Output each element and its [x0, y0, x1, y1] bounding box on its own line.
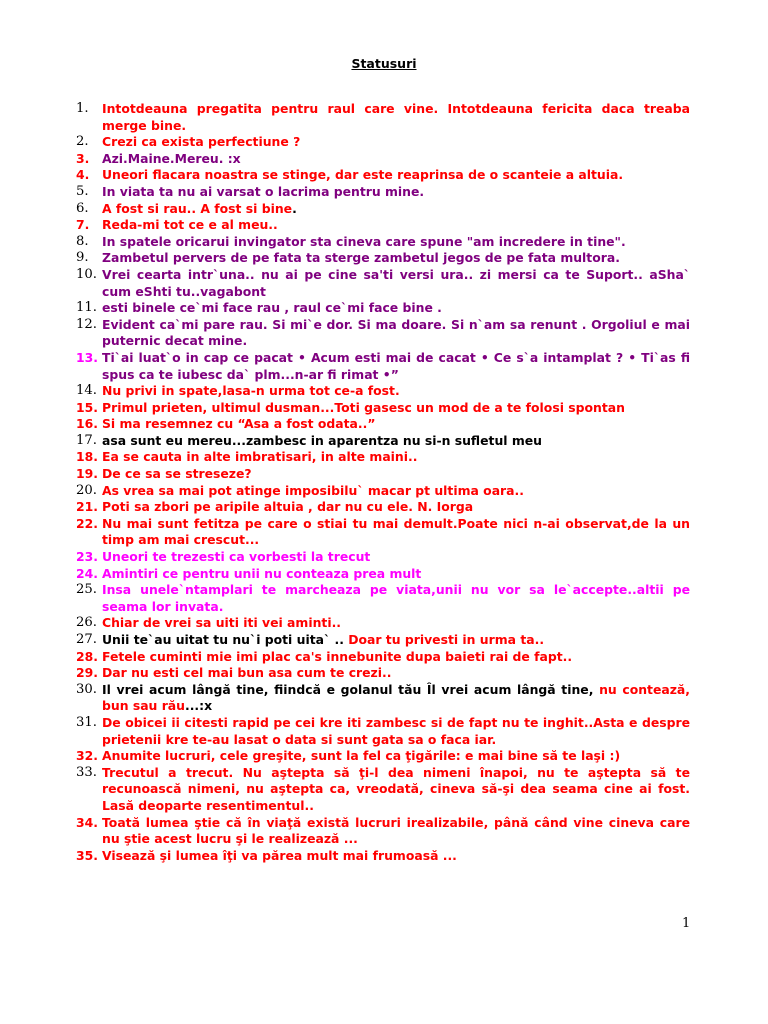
list-item: [76, 765, 690, 815]
item-text: asa sunt eu mereu...zambesc in aparentza nu si-n sufletul meu: [102, 432, 542, 448]
item-text: esti binele ce`mi face rau , raul ce`mi face bine .: [102, 300, 442, 316]
item-number: 30.: [76, 681, 97, 697]
item-text: Vrei cearta intr`una.. nu ai pe cine sa'ti versi ura.. zi mersi ca te Suport.. aSha` cum eShti tu..vagabont: [102, 266, 690, 299]
list-item: [76, 317, 690, 350]
item-number: 7.: [76, 217, 90, 233]
list-item: [76, 848, 690, 865]
list-item: [76, 151, 690, 168]
item-number: 9.: [76, 250, 89, 266]
item-number: 33.: [76, 764, 97, 780]
item-number: 3.: [76, 150, 90, 166]
item-number: 5.: [76, 183, 89, 199]
list-item: [76, 217, 690, 234]
list-item: [76, 815, 690, 848]
item-number: 4.: [76, 167, 90, 183]
item-text: Insa unele`ntamplari te marcheaza pe viata,unii nu vor sa le`accepte..altii pe seama lor invata.: [102, 582, 690, 614]
item-number: 35.: [76, 847, 98, 863]
list-item: [76, 466, 690, 483]
list-item: [76, 682, 690, 715]
item-text: Dar nu esti cel mai bun asa cum te crezi..: [102, 665, 392, 681]
item-text: Evident ca`mi pare rau. Si mi`e dor. Si ma doare. Si n`am sa renunt . Orgoliul e mai puternic decat mine.: [102, 316, 690, 349]
item-text: Poti sa zbori pe aripile altuia , dar nu cu ele. N. Iorga: [102, 499, 474, 515]
item-text: A fost si rau.. A fost si bine: [102, 200, 293, 216]
page-number: 1: [682, 916, 691, 931]
item-text: Zambetul pervers de pe fata ta sterge zambetul jegos de pe fata multora.: [102, 250, 620, 266]
item-number: 34.: [76, 814, 98, 830]
item-text: Azi.Maine.Mereu. :x: [102, 150, 241, 166]
item-number: 22.: [76, 515, 98, 531]
item-number: 27.: [76, 632, 97, 647]
item-text: nu contează, bun sau rău: [102, 681, 690, 714]
item-text: Visează şi lumea îţi va părea mult mai frumoasă ...: [102, 847, 457, 863]
item-number: 6.: [76, 200, 89, 216]
list-item: [76, 483, 690, 500]
item-number: 11.: [76, 300, 97, 316]
item-text: Ea se cauta in alte imbratisari, in alte maini..: [102, 449, 418, 465]
item-text: Trecutul a trecut. Nu aştepta să ţi-l dea nimeni înapoi, nu te aştepta să te recunoască nimeni, nu aştepta ca, vreodată, cineva să-şi dea seama cine ai fost. Lasă deoparte resentimentul..: [102, 764, 690, 813]
list-item: [76, 300, 690, 317]
item-number: 2.: [76, 134, 89, 150]
list-item: [76, 449, 690, 466]
item-text: In spatele oricarui invingator sta cineva care spune "am incredere in tine".: [102, 233, 626, 249]
item-text: In viata ta nu ai varsat o lacrima pentru mine.: [102, 183, 425, 199]
list-item: [76, 499, 690, 516]
item-number: 31.: [76, 714, 97, 730]
item-text: .: [292, 200, 297, 216]
item-number: 19.: [76, 466, 98, 482]
list-item: [76, 267, 690, 300]
item-text: ...:x: [185, 698, 213, 714]
item-number: 25.: [76, 582, 97, 598]
list-item: [76, 748, 690, 765]
item-number: 28.: [76, 648, 98, 664]
item-number: 32.: [76, 748, 98, 764]
list-item: [76, 184, 690, 201]
list-item: [76, 134, 690, 151]
list-item: [76, 350, 690, 383]
item-text: Unii te`au uitat tu nu`i poti uita` ..: [102, 632, 349, 647]
item-number: 16.: [76, 416, 98, 432]
list-item: [76, 566, 690, 583]
list-item: [76, 632, 690, 649]
status-list: [76, 101, 690, 864]
item-number: 8.: [76, 233, 89, 249]
list-item: [76, 433, 690, 450]
list-item: [76, 250, 690, 267]
item-text: As vrea sa mai pot atinge imposibilu` macar pt ultima oara..: [102, 482, 524, 498]
item-number: 20.: [76, 482, 97, 498]
item-text: Crezi ca exista perfectiune ?: [102, 134, 301, 150]
item-text: Ti`ai luat`o in cap ce pacat • Acum esti mai de cacat • Ce s`a intamplat ? • Ti`as fi spus ca te iubesc da` plm...n-ar fi rimat •”: [102, 349, 690, 382]
item-text: Nu mai sunt fetitza pe care o stiai tu mai demult.Poate nici n-ai observat,de la un timp am mai crescut...: [102, 515, 690, 548]
item-text: Uneori flacara noastra se stinge, dar este reaprinsa de o scanteie a altuia.: [102, 167, 624, 183]
item-text: De ce sa se streseze?: [102, 466, 252, 482]
item-number: 14.: [76, 383, 97, 399]
list-item: [76, 167, 690, 184]
item-number: 17.: [76, 432, 97, 448]
list-item: [76, 383, 690, 400]
item-number: 26.: [76, 615, 97, 631]
item-text: Toată lumea ştie că în viaţă există lucruri irealizabile, până când vine cineva care nu ştie acest lucru şi le realizează ...: [102, 814, 690, 847]
list-item: [76, 549, 690, 566]
list-item: [76, 416, 690, 433]
list-item: [76, 665, 690, 682]
list-item: [76, 615, 690, 632]
document-title: Statusuri: [351, 56, 417, 71]
item-text: Uneori te trezesti ca vorbesti la trecut: [102, 549, 371, 565]
list-item: [76, 400, 690, 417]
list-item: [76, 201, 690, 218]
list-item: [76, 101, 690, 134]
item-text: Intotdeauna pregatita pentru raul care vine. Intotdeauna fericita daca treaba merge bine.: [102, 101, 690, 133]
item-number: 23.: [76, 549, 98, 565]
list-item: [76, 234, 690, 251]
list-item: [76, 582, 690, 615]
item-number: 24.: [76, 565, 98, 581]
item-text: Doar tu privesti in urma ta..: [348, 632, 545, 647]
item-number: 29.: [76, 665, 98, 681]
item-text: Amintiri ce pentru unii nu conteaza prea mult: [102, 565, 422, 581]
item-text: Primul prieten, ultimul dusman...Toti gasesc un mod de a te folosi spontan: [102, 399, 625, 415]
item-number: 18.: [76, 449, 98, 465]
item-text: Reda-mi tot ce e al meu..: [102, 217, 278, 233]
item-text: Si ma resemnez cu “Asa a fost odata..”: [102, 416, 376, 432]
item-number: 1.: [76, 101, 89, 116]
item-number: 21.: [76, 499, 98, 515]
item-text: Nu privi in spate,lasa-n urma tot ce-a fost.: [102, 383, 400, 399]
item-text: Il vrei acum lângă tine, fiindcă e golanul tău Îl vrei acum lângă tine,: [102, 681, 600, 697]
item-number: 12.: [76, 316, 97, 332]
list-item: [76, 516, 690, 549]
item-number: 10.: [76, 266, 97, 282]
item-text: Anumite lucruri, cele greşite, sunt la fel ca ţigările: e mai bine să te laşi :): [102, 748, 621, 764]
list-item: [76, 715, 690, 748]
item-number: 13.: [76, 349, 98, 365]
item-text: Chiar de vrei sa uiti iti vei aminti..: [102, 615, 341, 631]
item-number: 15.: [76, 399, 98, 415]
item-text: Fetele cuminti mie imi plac ca's innebunite dupa baieti rai de fapt..: [102, 648, 573, 664]
item-text: De obicei ii citesti rapid pe cei kre iti zambesc si de fapt nu te inghit..Asta e despre prietenii kre te-au lasat o data si sunt gata sa o faca iar.: [102, 714, 690, 747]
list-item: [76, 649, 690, 666]
